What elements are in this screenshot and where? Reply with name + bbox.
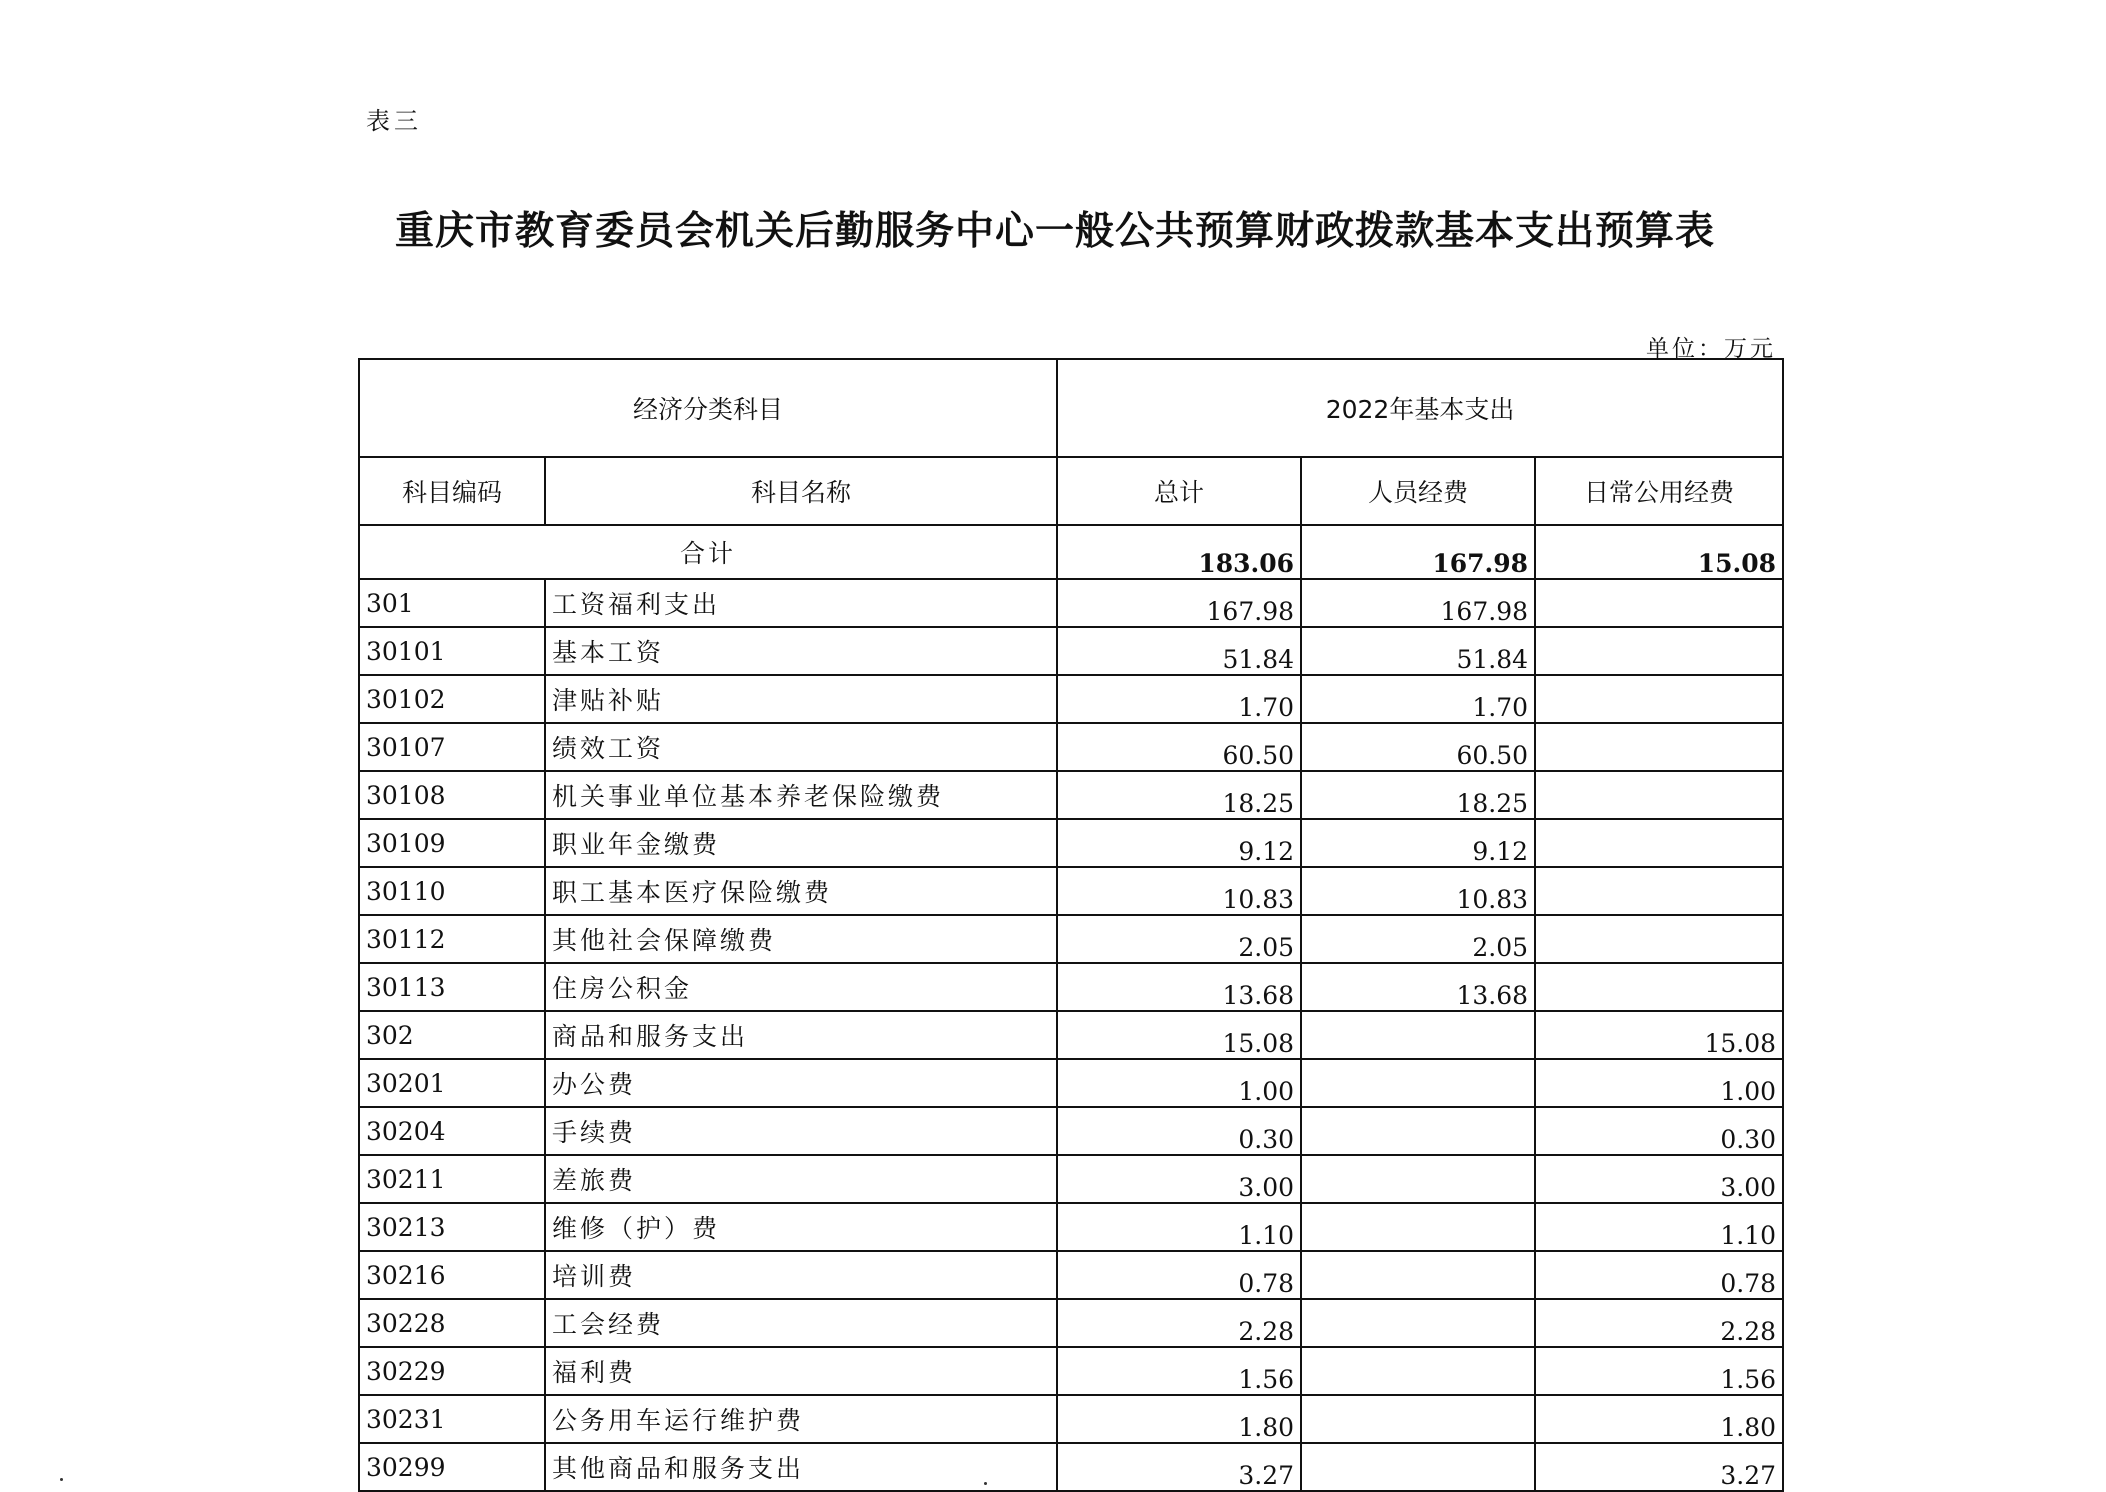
total-daily: 15.08 (1535, 525, 1783, 579)
cell-code: 302 (359, 1011, 545, 1059)
cell-daily: 0.78 (1535, 1251, 1783, 1299)
cell-personnel (1301, 1155, 1535, 1203)
cell-code: 30228 (359, 1299, 545, 1347)
cell-name: 其他商品和服务支出 (545, 1443, 1057, 1491)
cell-total: 51.84 (1057, 627, 1301, 675)
table-row (359, 1395, 1783, 1443)
cell-code: 301 (359, 579, 545, 627)
cell-code: 30101 (359, 627, 545, 675)
cell-name: 住房公积金 (545, 963, 1057, 1011)
cell-total: 1.70 (1057, 675, 1301, 723)
table-row (359, 1011, 1783, 1059)
header-econ-category: 经济分类科目 (359, 359, 1057, 457)
header-total: 总计 (1057, 457, 1301, 525)
table-row (359, 1059, 1783, 1107)
cell-personnel: 51.84 (1301, 627, 1535, 675)
cell-personnel (1301, 1251, 1535, 1299)
cell-name: 差旅费 (545, 1155, 1057, 1203)
cell-daily: 1.80 (1535, 1395, 1783, 1443)
cell-total: 3.27 (1057, 1443, 1301, 1491)
cell-code: 30201 (359, 1059, 545, 1107)
cell-daily (1535, 963, 1783, 1011)
cell-daily (1535, 627, 1783, 675)
cell-daily: 2.28 (1535, 1299, 1783, 1347)
cell-total: 1.00 (1057, 1059, 1301, 1107)
cell-name: 商品和服务支出 (545, 1011, 1057, 1059)
cell-personnel: 9.12 (1301, 819, 1535, 867)
cell-daily: 3.00 (1535, 1155, 1783, 1203)
cell-total: 10.83 (1057, 867, 1301, 915)
cell-personnel (1301, 1107, 1535, 1155)
table-row (359, 627, 1783, 675)
cell-daily: 1.10 (1535, 1203, 1783, 1251)
cell-name: 办公费 (545, 1059, 1057, 1107)
cell-total: 0.30 (1057, 1107, 1301, 1155)
scan-speck (60, 1478, 63, 1481)
cell-code: 30204 (359, 1107, 545, 1155)
header-row-2 (359, 457, 1783, 525)
table-row (359, 1251, 1783, 1299)
cell-name: 培训费 (545, 1251, 1057, 1299)
cell-total: 2.05 (1057, 915, 1301, 963)
cell-total: 13.68 (1057, 963, 1301, 1011)
cell-code: 30112 (359, 915, 545, 963)
cell-personnel: 18.25 (1301, 771, 1535, 819)
cell-code: 30229 (359, 1347, 545, 1395)
unit-label: 单位：万元 (1646, 336, 1776, 362)
cell-name: 基本工资 (545, 627, 1057, 675)
cell-daily (1535, 723, 1783, 771)
cell-daily (1535, 867, 1783, 915)
cell-total: 1.56 (1057, 1347, 1301, 1395)
header-year-basic: 2022年基本支出 (1057, 359, 1783, 457)
budget-table (358, 358, 1784, 1492)
cell-name: 绩效工资 (545, 723, 1057, 771)
table-row (359, 1347, 1783, 1395)
cell-total: 2.28 (1057, 1299, 1301, 1347)
cell-personnel (1301, 1395, 1535, 1443)
cell-total: 167.98 (1057, 579, 1301, 627)
cell-code: 30110 (359, 867, 545, 915)
cell-code: 30213 (359, 1203, 545, 1251)
cell-code: 30299 (359, 1443, 545, 1491)
cell-code: 30108 (359, 771, 545, 819)
cell-name: 机关事业单位基本养老保险缴费 (545, 771, 1057, 819)
cell-code: 30107 (359, 723, 545, 771)
cell-total: 3.00 (1057, 1155, 1301, 1203)
cell-daily: 1.00 (1535, 1059, 1783, 1107)
table-row (359, 1203, 1783, 1251)
table-row (359, 579, 1783, 627)
table-row (359, 723, 1783, 771)
cell-name: 手续费 (545, 1107, 1057, 1155)
cell-personnel (1301, 1443, 1535, 1491)
table-row (359, 819, 1783, 867)
cell-name: 公务用车运行维护费 (545, 1395, 1057, 1443)
cell-code: 30109 (359, 819, 545, 867)
cell-personnel (1301, 1299, 1535, 1347)
table-label: 表三 (366, 107, 422, 135)
table-row (359, 963, 1783, 1011)
total-label: 合计 (359, 525, 1057, 579)
cell-total: 1.80 (1057, 1395, 1301, 1443)
cell-personnel (1301, 1203, 1535, 1251)
table-row (359, 1443, 1783, 1491)
cell-total: 60.50 (1057, 723, 1301, 771)
cell-name: 职业年金缴费 (545, 819, 1057, 867)
table-row (359, 1155, 1783, 1203)
cell-personnel: 2.05 (1301, 915, 1535, 963)
table-row (359, 771, 1783, 819)
cell-name: 维修（护）费 (545, 1203, 1057, 1251)
cell-personnel (1301, 1347, 1535, 1395)
table-row (359, 675, 1783, 723)
cell-personnel: 167.98 (1301, 579, 1535, 627)
cell-daily (1535, 915, 1783, 963)
total-sum: 183.06 (1057, 525, 1301, 579)
cell-personnel: 1.70 (1301, 675, 1535, 723)
cell-daily: 0.30 (1535, 1107, 1783, 1155)
header-code: 科目编码 (359, 457, 545, 525)
header-personnel: 人员经费 (1301, 457, 1535, 525)
cell-code: 30216 (359, 1251, 545, 1299)
cell-daily (1535, 771, 1783, 819)
cell-total: 9.12 (1057, 819, 1301, 867)
header-row-1 (359, 359, 1783, 457)
cell-daily (1535, 579, 1783, 627)
cell-personnel: 10.83 (1301, 867, 1535, 915)
cell-code: 30102 (359, 675, 545, 723)
cell-name: 工资福利支出 (545, 579, 1057, 627)
cell-name: 福利费 (545, 1347, 1057, 1395)
cell-daily: 3.27 (1535, 1443, 1783, 1491)
table-row (359, 1107, 1783, 1155)
cell-name: 职工基本医疗保险缴费 (545, 867, 1057, 915)
table-row (359, 915, 1783, 963)
cell-name: 其他社会保障缴费 (545, 915, 1057, 963)
cell-total: 15.08 (1057, 1011, 1301, 1059)
cell-daily (1535, 675, 1783, 723)
cell-personnel: 13.68 (1301, 963, 1535, 1011)
page-title: 重庆市教育委员会机关后勤服务中心一般公共预算财政拨款基本支出预算表 (394, 209, 1715, 254)
cell-code: 30231 (359, 1395, 545, 1443)
cell-personnel (1301, 1059, 1535, 1107)
scan-speck (984, 1482, 987, 1485)
header-name: 科目名称 (545, 457, 1057, 525)
cell-personnel (1301, 1011, 1535, 1059)
cell-code: 30113 (359, 963, 545, 1011)
table-row (359, 1299, 1783, 1347)
cell-personnel: 60.50 (1301, 723, 1535, 771)
header-daily-public: 日常公用经费 (1535, 457, 1783, 525)
cell-daily (1535, 819, 1783, 867)
table-row (359, 867, 1783, 915)
total-personnel: 167.98 (1301, 525, 1535, 579)
cell-total: 18.25 (1057, 771, 1301, 819)
total-row (359, 525, 1783, 579)
cell-name: 工会经费 (545, 1299, 1057, 1347)
cell-code: 30211 (359, 1155, 545, 1203)
cell-daily: 1.56 (1535, 1347, 1783, 1395)
cell-daily: 15.08 (1535, 1011, 1783, 1059)
cell-total: 0.78 (1057, 1251, 1301, 1299)
cell-total: 1.10 (1057, 1203, 1301, 1251)
cell-name: 津贴补贴 (545, 675, 1057, 723)
